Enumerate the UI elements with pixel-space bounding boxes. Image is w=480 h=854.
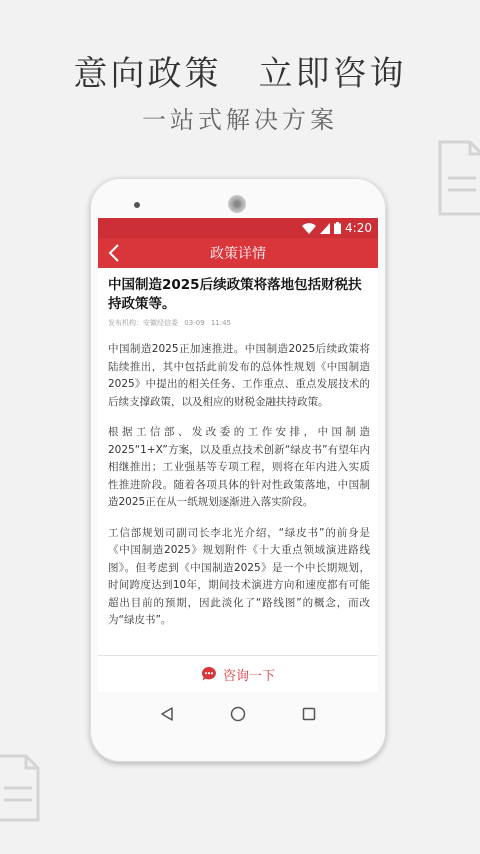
circle-home-icon	[230, 706, 246, 722]
status-time: 4:20	[345, 221, 372, 235]
document-icon	[436, 138, 480, 218]
article-time: 11:45	[210, 319, 231, 327]
wifi-icon	[302, 223, 316, 234]
app-screen	[98, 218, 378, 692]
article-source: 发布机构：安徽经信委	[108, 319, 178, 327]
article-content	[98, 268, 378, 630]
promo-title: 意向政策 立即咨询	[73, 54, 407, 94]
article-title: 中国制造2025后续政策将落地包括财税扶持政策等。	[108, 277, 362, 312]
square-recents-icon	[302, 707, 316, 721]
front-camera	[134, 202, 140, 208]
document-icon	[0, 752, 42, 824]
back-button[interactable]	[104, 242, 126, 264]
nav-back-button[interactable]	[160, 706, 174, 722]
chevron-left-icon	[104, 242, 126, 264]
speaker-grille	[228, 195, 246, 213]
nav-recents-button[interactable]	[302, 707, 316, 721]
consult-label: 咨询一下	[222, 668, 275, 684]
nav-bar	[90, 692, 386, 736]
page-title: 政策详情	[210, 246, 266, 262]
article-paragraph: 工信部规划司副司长李北光介绍，“绿皮书”的前身是《中国制造2025》规划附件《十大重点领域演进路线图》。但考虑到《中国制造2025》是一个中长期规划，时间跨度达到10年，期间技术演进方向和速度都有可能超出目前的预期，因此淡化了“路线图”的概念，而改为“绿皮书”。	[108, 526, 370, 626]
chat-bubble-icon	[201, 666, 217, 682]
signal-icon	[320, 223, 330, 234]
article-date: 03-09	[184, 319, 205, 327]
promo-subtitle: 一站式解决方案	[142, 106, 338, 134]
article-meta	[108, 318, 370, 328]
consult-button[interactable]	[98, 655, 378, 692]
status-bar	[98, 218, 378, 238]
app-bar	[98, 238, 378, 268]
article-paragraph: 根据工信部、发改委的工作安排，中国制造2025“1+X”方案，以及重点技术创新“绿皮书”有望年内相继推出；工业强基等专项工程，则将在年内进入实质性推进阶段。随着各项具体的针对性政策落地，中国制造2025正在从一纸规划逐渐进入落实阶段。	[108, 426, 370, 508]
battery-icon	[334, 222, 341, 234]
nav-home-button[interactable]	[230, 706, 246, 722]
article-paragraph: 中国制造2025正加速推进。中国制造2025后续政策将陆续推出，其中包括此前发布的总体性规划《中国制造2025》中提出的相关任务、工作重点、重点发展技术的后续支撑政策，以及相应的财税金融扶持政策。	[108, 343, 370, 408]
phone-frame	[90, 178, 386, 762]
triangle-back-icon	[160, 706, 174, 722]
